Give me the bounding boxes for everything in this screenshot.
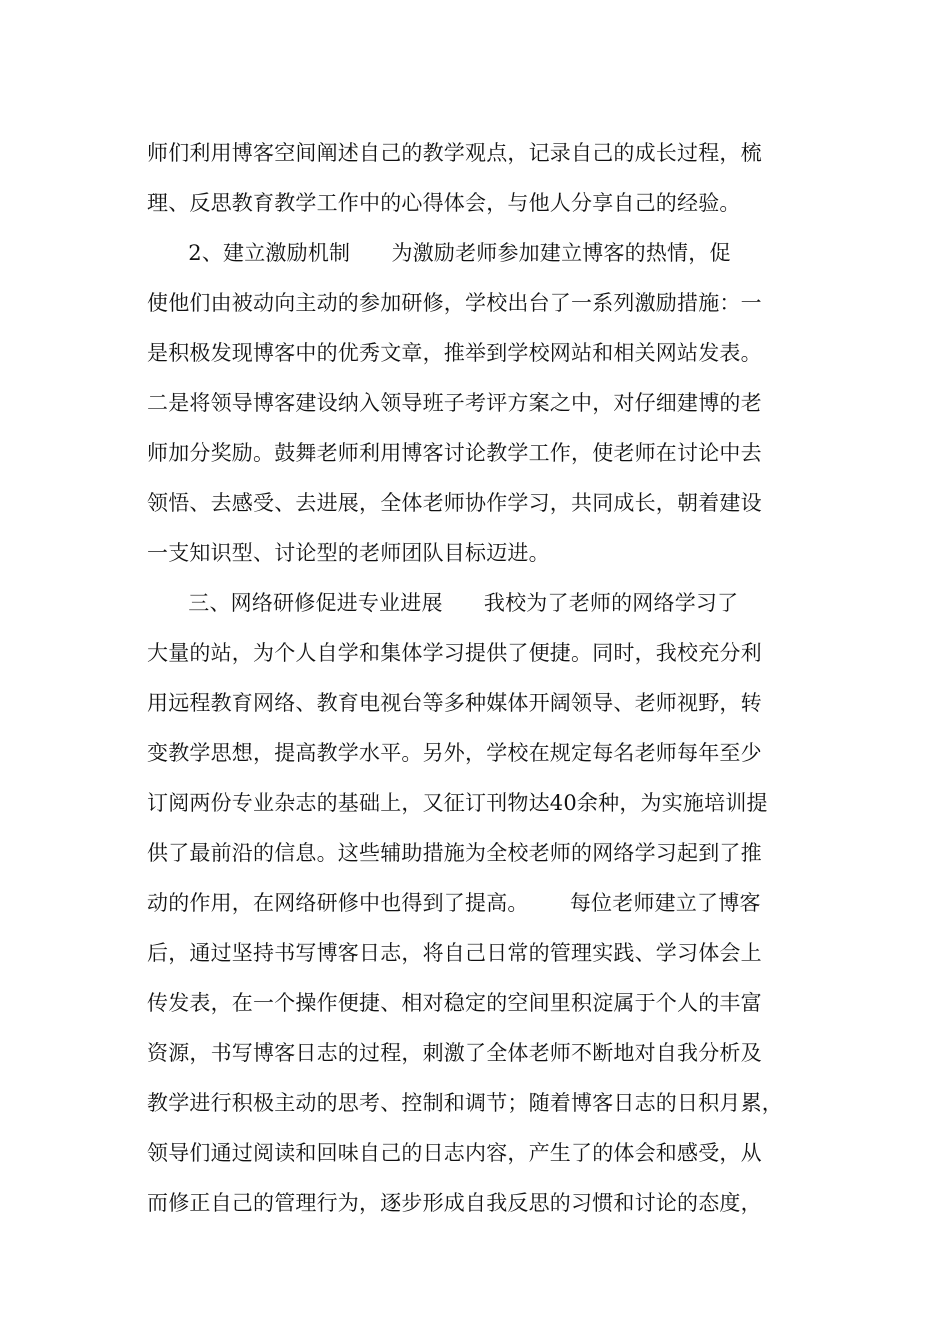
text-line: 大量的站，为个人自学和集体学习提供了便捷。同时，我校充分利 (147, 641, 762, 665)
text-line: 动的作用，在网络研修中也得到了提高。 每位老师建立了博客 (147, 891, 761, 915)
text-line: 用远程教育网络、教育电视台等多种媒体开阔领导、老师视野，转 (147, 691, 762, 715)
text-line: 资源，书写博客日志的过程，刺激了全体老师不断地对自我分析及 (147, 1041, 762, 1065)
text-line: 2、建立激励机制 为激励老师参加建立博客的热情，促 (147, 241, 731, 265)
text-line: 变教学思想，提高教学水平。另外，学校在规定每名老师每年至少 (147, 741, 762, 765)
text-line: 理、反思教育教学工作中的心得体会，与他人分享自己的经验。 (147, 191, 741, 215)
text-line: 师加分奖励。鼓舞老师利用博客讨论教学工作，使老师在讨论中去 (147, 441, 762, 465)
text-line: 使他们由被动向主动的参加研修，学校出台了一系列激励措施：一 (147, 291, 762, 315)
text-line: 传发表，在一个操作便捷、相对稳定的空间里积淀属于个人的丰富 (147, 991, 762, 1015)
text-line: 一支知识型、讨论型的老师团队目标迈进。 (147, 541, 550, 565)
text-line: 后，通过坚持书写博客日志，将自己日常的管理实践、学习体会上 (147, 941, 762, 965)
text-line: 领导们通过阅读和回味自己的日志内容，产生了的体会和感受，从 (147, 1141, 762, 1165)
text-line: 三、网络研修促进专业进展 我校为了老师的网络学习了 (147, 591, 739, 615)
text-line: 而修正自己的管理行为，逐步形成自我反思的习惯和讨论的态度， (147, 1191, 762, 1215)
text-line: 二是将领导博客建设纳入领导班子考评方案之中，对仔细建博的老 (147, 391, 762, 415)
text-line: 教学进行积极主动的思考、控制和调节；随着博客日志的日积月累， (147, 1091, 783, 1115)
text-line: 师们利用博客空间阐述自己的教学观点，记录自己的成长过程，梳 (147, 141, 762, 165)
text-line: 领悟、去感受、去进展，全体老师协作学习，共同成长，朝着建设 (147, 491, 762, 515)
text-line: 是积极发现博客中的优秀文章，推举到学校网站和相关网站发表。 (147, 341, 762, 365)
text-line: 订阅两份专业杂志的基础上，又征订刊物达40余种，为实施培训提 (147, 791, 768, 815)
text-line: 供了最前沿的信息。这些辅助措施为全校老师的网络学习起到了推 (147, 841, 762, 865)
